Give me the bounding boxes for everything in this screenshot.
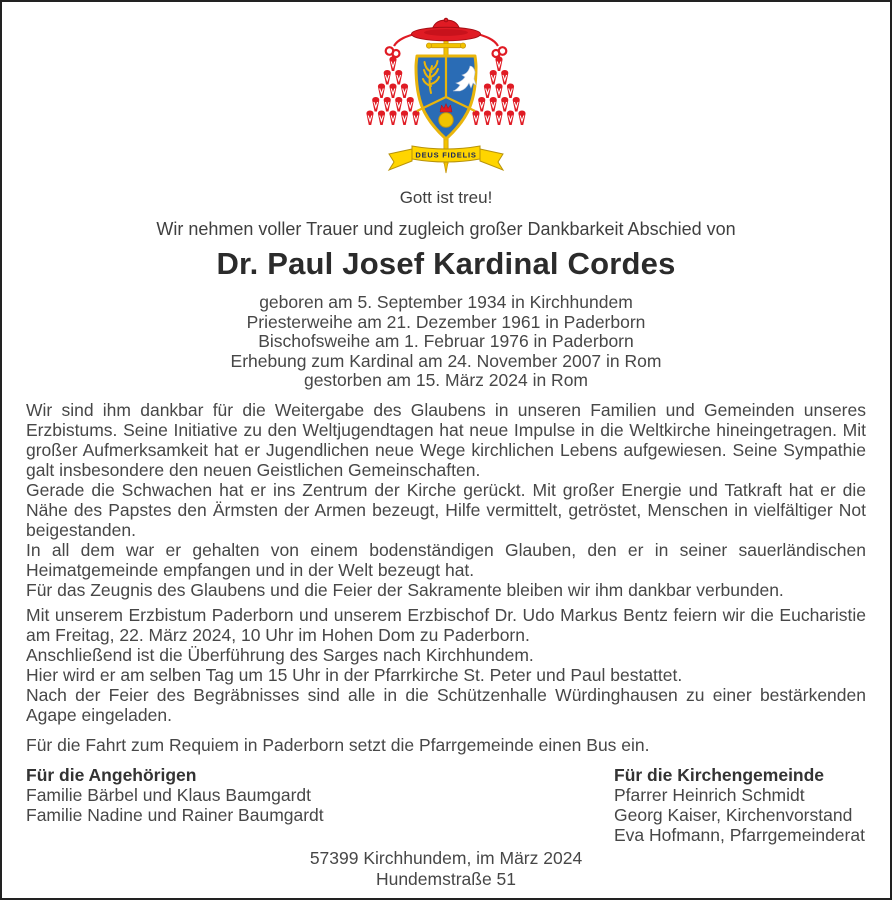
motto-banner-text: DEUS FIDELIS bbox=[415, 150, 477, 160]
address-line: 57399 Kirchhundem, im März 2024 bbox=[309, 847, 583, 868]
address-block bbox=[2, 848, 890, 890]
tassels-left bbox=[366, 57, 419, 126]
signatures-family bbox=[26, 765, 324, 825]
signatures-parish bbox=[614, 765, 865, 845]
signature-line: Pfarrer Heinrich Schmidt bbox=[614, 784, 805, 805]
life-date-line: Bischofsweihe am 1. Februar 1976 in Paderborn bbox=[258, 331, 634, 351]
tassels-right bbox=[472, 57, 525, 126]
signature-line: Eva Hofmann, Pfarrgemeinderat bbox=[614, 824, 865, 845]
shield bbox=[416, 56, 476, 139]
motto-line: Gott ist treu! bbox=[399, 188, 493, 207]
galero-hat-icon bbox=[412, 18, 481, 41]
body-paragraph: Hier wird er am selben Tag um 15 Uhr in der Pfarrkirche St. Peter und Paul bestattet. bbox=[26, 664, 683, 685]
body-paragraph: In all dem war er gehalten von einem bodenständigen Glauben, den er in seiner sauerländischen Heimatgemeinde empfangen und in der Welt bezeugt hat. bbox=[26, 539, 866, 580]
intro-line: Wir nehmen voller Trauer und zugleich großer Dankbarkeit Abschied von bbox=[156, 219, 736, 239]
signature-line: Familie Nadine und Rainer Baumgardt bbox=[26, 804, 324, 825]
signatures bbox=[26, 765, 866, 845]
body-paragraph: Für die Fahrt zum Requiem in Paderborn setzt die Pfarrgemeinde einen Bus ein. bbox=[26, 734, 650, 755]
signatures-family-title: Für die Angehörigen bbox=[26, 764, 197, 785]
body-paragraph: Für das Zeugnis des Glaubens und die Feier der Sakramente bleiben wir ihm dankbar verbunden. bbox=[26, 579, 784, 600]
body-paragraph: Anschließend ist die Überführung des Sarges nach Kirchhundem. bbox=[26, 644, 534, 665]
body-paragraph: Gerade die Schwachen hat er ins Zentrum der Kirche gerückt. Mit großer Energie und Tatkraft hat er die Nähe des Papstes den Ärmsten der Armen bezeugt, Hilfe vermittelt, getröstet, Menschen in vielfältiger Not beigestanden. bbox=[26, 479, 866, 540]
signature-line: Familie Bärbel und Klaus Baumgardt bbox=[26, 784, 312, 805]
address-line: Hundemstraße 51 bbox=[375, 868, 517, 889]
orb-icon bbox=[439, 113, 453, 127]
life-dates bbox=[2, 293, 890, 391]
cardinal-coat-of-arms bbox=[366, 12, 526, 182]
deceased-name: Dr. Paul Josef Kardinal Cordes bbox=[216, 246, 676, 281]
body-paragraph: Mit unserem Erzbistum Paderborn und unserem Erzbischof Dr. Udo Markus Bentz feiern wir die Eucharistie am Freitag, 22. März 2024, 10 Uhr im Hohen Dom zu Paderborn. bbox=[26, 604, 866, 645]
body-paragraph: Nach der Feier des Begräbnisses sind alle in die Schützenhalle Würdinghausen zu einer bestärkenden Agape eingeladen. bbox=[26, 684, 866, 725]
body-paragraph: Wir sind ihm dankbar für die Weitergabe des Glaubens in unseren Familien und Gemeinden unseres Erzbistums. Seine Initiative zu den Weltjugendtagen hat neue Impulse in die Weltkirche hineingetragen. Mit großer Aufmerksamkeit hat er Jugendlichen neue Wege kirchlichen Lebens aufgewiesen. Seine Sympathie galt insbesondere den neuen Geistlichen Gemeinschaften. bbox=[26, 399, 866, 480]
life-date-line: gestorben am 15. März 2024 in Rom bbox=[303, 370, 589, 390]
life-date-line: Priesterweihe am 21. Dezember 1961 in Paderborn bbox=[246, 311, 646, 332]
life-date-line: geboren am 5. September 1934 in Kirchhundem bbox=[259, 292, 633, 312]
notice-body bbox=[26, 400, 866, 755]
signature-line: Georg Kaiser, Kirchenvorstand bbox=[614, 804, 853, 825]
life-date-line: Erhebung zum Kardinal am 24. November 2007 in Rom bbox=[230, 350, 662, 371]
signatures-parish-title: Für die Kirchengemeinde bbox=[614, 764, 825, 785]
